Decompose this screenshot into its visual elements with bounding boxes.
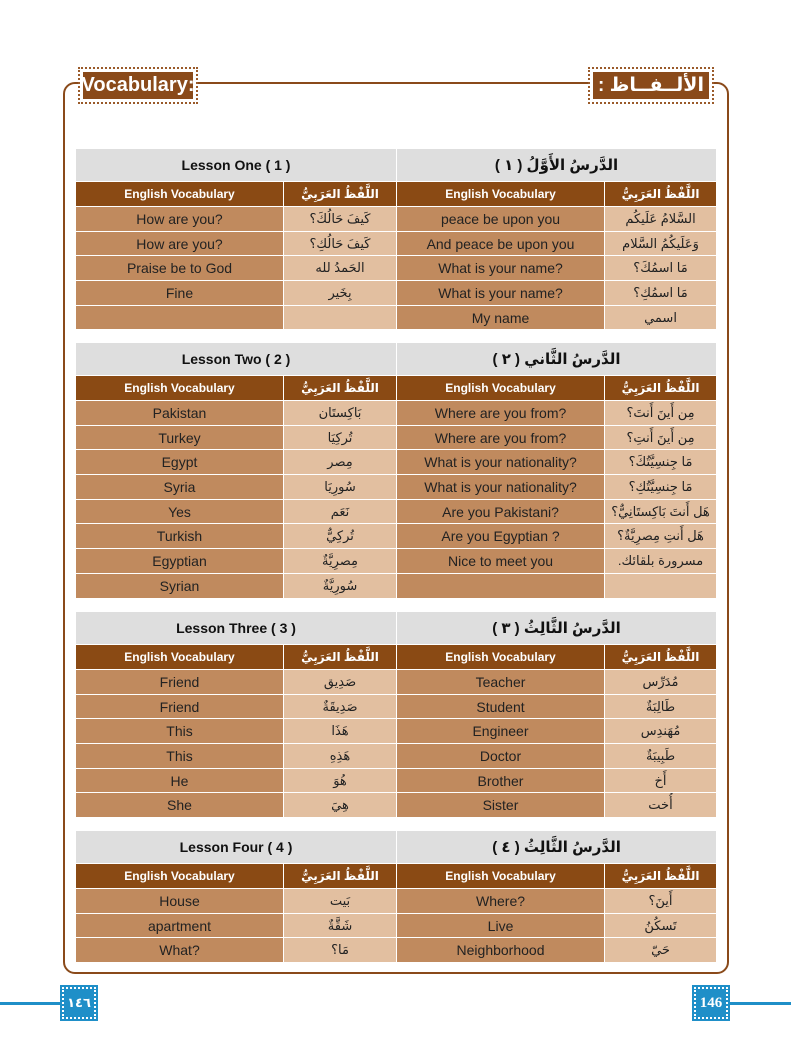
column-header-arabic: اللَّفْظُ العَرَبِيُّ bbox=[284, 645, 397, 670]
english-word: Friend bbox=[76, 694, 284, 719]
english-word: Where? bbox=[397, 889, 605, 914]
english-word: Egypt bbox=[76, 450, 284, 475]
table-row bbox=[76, 670, 717, 695]
english-word: Where are you from? bbox=[397, 401, 605, 426]
english-word: This bbox=[76, 744, 284, 769]
lesson-title-ar: الدَّرسُ الثَّالِثُ ( ٣ ) bbox=[397, 612, 717, 645]
column-header-arabic: اللَّفْظُ العَرَبِيُّ bbox=[605, 864, 717, 889]
arabic-word: مِصر bbox=[284, 450, 397, 475]
footer-line-left bbox=[0, 1002, 64, 1005]
english-word: Praise be to God bbox=[76, 256, 284, 281]
table-row bbox=[76, 475, 717, 500]
english-word: And peace be upon you bbox=[397, 231, 605, 256]
english-word: Student bbox=[397, 694, 605, 719]
english-word: Where are you from? bbox=[397, 425, 605, 450]
column-header-arabic: اللَّفْظُ العَرَبِيُّ bbox=[284, 182, 397, 207]
arabic-word: كَيفَ حَالُكَ؟ bbox=[284, 207, 397, 232]
english-word: Sister bbox=[397, 793, 605, 818]
arabic-word: تُركِيَا bbox=[284, 425, 397, 450]
table-row bbox=[76, 573, 717, 598]
english-word: What is your name? bbox=[397, 281, 605, 306]
column-header-arabic: اللَّفْظُ العَرَبِيُّ bbox=[605, 182, 717, 207]
column-header-english: English Vocabulary bbox=[397, 645, 605, 670]
arabic-word: اسمي bbox=[605, 305, 717, 330]
footer-gap bbox=[96, 1002, 694, 1005]
arabic-word: مُهَندِس bbox=[605, 719, 717, 744]
english-word: peace be upon you bbox=[397, 207, 605, 232]
column-header-english: English Vocabulary bbox=[76, 376, 284, 401]
lesson-three-table bbox=[75, 611, 716, 818]
arabic-word: حَيّ bbox=[605, 938, 717, 963]
arabic-word: بَيت bbox=[284, 889, 397, 914]
arabic-word: هَل أَنتِ مِصرِيَّةٌ؟ bbox=[605, 524, 717, 549]
arabic-word: هَذِهِ bbox=[284, 744, 397, 769]
table-row bbox=[76, 401, 717, 426]
english-word: Turkish bbox=[76, 524, 284, 549]
arabic-word bbox=[284, 305, 397, 330]
english-word: My name bbox=[397, 305, 605, 330]
column-header-english: English Vocabulary bbox=[76, 645, 284, 670]
english-word: apartment bbox=[76, 913, 284, 938]
table-row bbox=[76, 425, 717, 450]
page-number-arabic: ١٤٦ bbox=[62, 987, 96, 1019]
table-row bbox=[76, 450, 717, 475]
arabic-word: مُدَرِّس bbox=[605, 670, 717, 695]
vocabulary-title: Vocabulary: bbox=[83, 72, 193, 99]
arabic-word: مسرورة بلقائك. bbox=[605, 549, 717, 574]
table-row bbox=[76, 549, 717, 574]
lesson-title-en: Lesson Three ( 3 ) bbox=[76, 612, 397, 645]
arabic-word: مَا جِنسِيَّتُكَ؟ bbox=[605, 450, 717, 475]
lesson-title-ar: الدَّرسُ الثَّاني ( ٢ ) bbox=[397, 343, 717, 376]
arabic-word: مَا؟ bbox=[284, 938, 397, 963]
english-word: Friend bbox=[76, 670, 284, 695]
lesson-title-en: Lesson Two ( 2 ) bbox=[76, 343, 397, 376]
english-word: This bbox=[76, 719, 284, 744]
english-word: Nice to meet you bbox=[397, 549, 605, 574]
english-word: What is your name? bbox=[397, 256, 605, 281]
english-word: He bbox=[76, 768, 284, 793]
table-row bbox=[76, 938, 717, 963]
arabic-word: بَاكِستَان bbox=[284, 401, 397, 426]
table-row bbox=[76, 744, 717, 769]
column-header-english: English Vocabulary bbox=[397, 376, 605, 401]
english-word: Live bbox=[397, 913, 605, 938]
table-row bbox=[76, 499, 717, 524]
lesson-title-en: Lesson Four ( 4 ) bbox=[76, 831, 397, 864]
english-word: House bbox=[76, 889, 284, 914]
english-word bbox=[397, 573, 605, 598]
table-row bbox=[76, 694, 717, 719]
arabic-word: مِن أَينَ أَنتَ؟ bbox=[605, 401, 717, 426]
table-row bbox=[76, 719, 717, 744]
vocabulary-banner bbox=[78, 67, 198, 104]
english-word: Turkey bbox=[76, 425, 284, 450]
english-word: Doctor bbox=[397, 744, 605, 769]
arabic-word: بِخَير bbox=[284, 281, 397, 306]
arabic-word: تَسكُنُ bbox=[605, 913, 717, 938]
alfaz-title: الألــفــاظ : bbox=[593, 72, 709, 99]
column-header-english: English Vocabulary bbox=[397, 182, 605, 207]
alfaz-banner bbox=[588, 67, 714, 104]
page-number: 146 bbox=[694, 987, 728, 1019]
arabic-word bbox=[605, 573, 717, 598]
table-row bbox=[76, 305, 717, 330]
english-word: Pakistan bbox=[76, 401, 284, 426]
english-word: How are you? bbox=[76, 231, 284, 256]
english-word: What is your nationality? bbox=[397, 475, 605, 500]
arabic-word: شَقَّةٌ bbox=[284, 913, 397, 938]
english-word: Teacher bbox=[397, 670, 605, 695]
column-header-arabic: اللَّفْظُ العَرَبِيُّ bbox=[284, 864, 397, 889]
arabic-word: مِن أَينَ أَنتِ؟ bbox=[605, 425, 717, 450]
arabic-word: نَعَم bbox=[284, 499, 397, 524]
table-row bbox=[76, 768, 717, 793]
arabic-word: السَّلامُ عَلَيكُم bbox=[605, 207, 717, 232]
english-word: How are you? bbox=[76, 207, 284, 232]
column-header-english: English Vocabulary bbox=[76, 182, 284, 207]
column-header-arabic: اللَّفْظُ العَرَبِيُّ bbox=[605, 376, 717, 401]
table-row bbox=[76, 524, 717, 549]
table-row bbox=[76, 207, 717, 232]
arabic-word: الحَمدُ لله bbox=[284, 256, 397, 281]
arabic-word: أَينَ؟ bbox=[605, 889, 717, 914]
arabic-word: مِصرِيَّةٌ bbox=[284, 549, 397, 574]
english-word: Syrian bbox=[76, 573, 284, 598]
arabic-word: أَخ bbox=[605, 768, 717, 793]
arabic-word: مَا جِنسِيَّتُكِ؟ bbox=[605, 475, 717, 500]
english-word: Neighborhood bbox=[397, 938, 605, 963]
arabic-word: سُورِيَّةٌ bbox=[284, 573, 397, 598]
arabic-word: هِيَ bbox=[284, 793, 397, 818]
english-word: She bbox=[76, 793, 284, 818]
arabic-word: أُخت bbox=[605, 793, 717, 818]
arabic-word: تُركِيٌّ bbox=[284, 524, 397, 549]
arabic-word: صَدِيقَةٌ bbox=[284, 694, 397, 719]
english-word: Engineer bbox=[397, 719, 605, 744]
column-header-english: English Vocabulary bbox=[397, 864, 605, 889]
arabic-word: مَا اسمُكِ؟ bbox=[605, 281, 717, 306]
lesson-one-table bbox=[75, 148, 716, 330]
english-word: What is your nationality? bbox=[397, 450, 605, 475]
arabic-word: كَيفَ حَالُكِ؟ bbox=[284, 231, 397, 256]
column-header-arabic: اللَّفْظُ العَرَبِيُّ bbox=[605, 645, 717, 670]
english-word: Egyptian bbox=[76, 549, 284, 574]
english-word bbox=[76, 305, 284, 330]
lesson-title-ar: الدَّرسُ الأَوَّلُ ( ١ ) bbox=[397, 149, 717, 182]
english-word: Are you Egyptian ? bbox=[397, 524, 605, 549]
english-word: Are you Pakistani? bbox=[397, 499, 605, 524]
english-word: What? bbox=[76, 938, 284, 963]
lesson-four-table bbox=[75, 830, 716, 963]
table-row bbox=[76, 913, 717, 938]
footer-line-right bbox=[728, 1002, 791, 1005]
arabic-word: هَذَا bbox=[284, 719, 397, 744]
english-word: Fine bbox=[76, 281, 284, 306]
table-row bbox=[76, 256, 717, 281]
lesson-title-en: Lesson One ( 1 ) bbox=[76, 149, 397, 182]
arabic-word: هُوَ bbox=[284, 768, 397, 793]
arabic-word: صَدِيق bbox=[284, 670, 397, 695]
english-word: Syria bbox=[76, 475, 284, 500]
arabic-word: طَبِيبَةٌ bbox=[605, 744, 717, 769]
table-row bbox=[76, 281, 717, 306]
english-word: Yes bbox=[76, 499, 284, 524]
arabic-word: سُورِيَا bbox=[284, 475, 397, 500]
arabic-word: هَل أَنتَ بَاكِستَانِيٌّ؟ bbox=[605, 499, 717, 524]
lesson-title-ar: الدَّرسُ الثَّالِثُ ( ٤ ) bbox=[397, 831, 717, 864]
arabic-word: طَالِبَةٌ bbox=[605, 694, 717, 719]
table-row bbox=[76, 889, 717, 914]
table-row bbox=[76, 231, 717, 256]
table-row bbox=[76, 793, 717, 818]
column-header-arabic: اللَّفْظُ العَرَبِيُّ bbox=[284, 376, 397, 401]
arabic-word: مَا اسمُكَ؟ bbox=[605, 256, 717, 281]
english-word: Brother bbox=[397, 768, 605, 793]
column-header-english: English Vocabulary bbox=[76, 864, 284, 889]
arabic-word: وَعَلَيكُمُ السَّلام bbox=[605, 231, 717, 256]
lesson-two-table bbox=[75, 342, 716, 599]
